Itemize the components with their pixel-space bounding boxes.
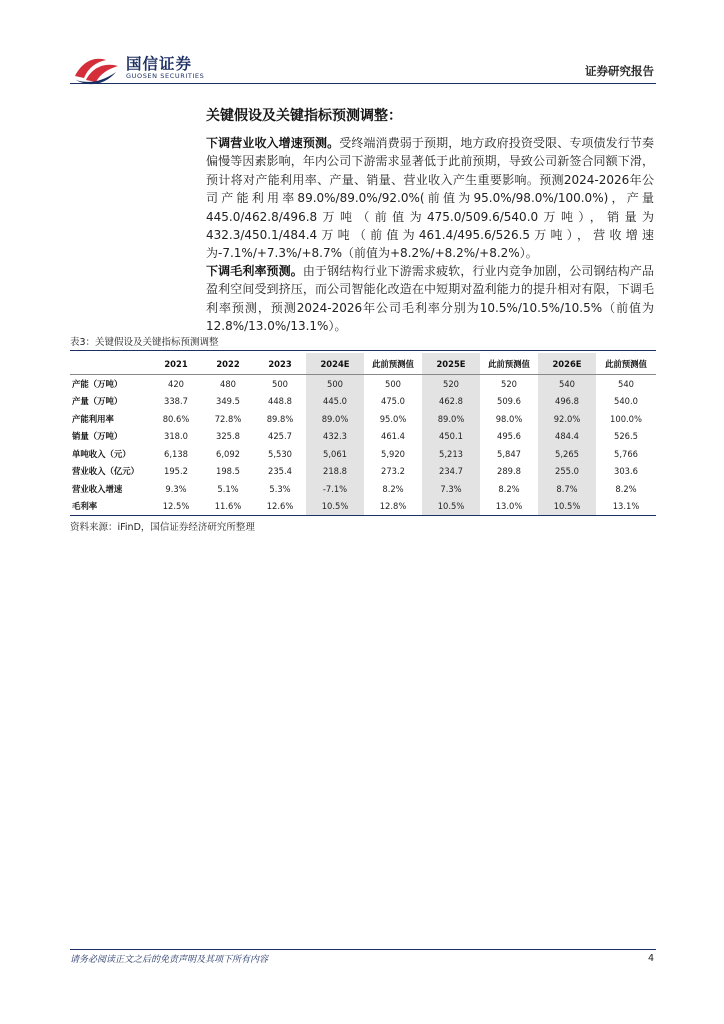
- table-cell: -7.1%: [306, 480, 364, 498]
- table-cell: 520: [501, 378, 517, 389]
- table-cell: 5,530: [268, 448, 292, 459]
- report-type-label: 证券研究报告: [585, 64, 654, 78]
- table-cell: 9.3%: [165, 483, 187, 494]
- table-cell: 13.0%: [495, 501, 523, 512]
- table-cell: 198.5: [216, 466, 240, 477]
- table-cell: 540: [618, 378, 634, 389]
- table-cell: 72.8%: [214, 413, 242, 424]
- table-cell: 5,920: [381, 448, 405, 459]
- table-cell: 8.7%: [538, 480, 596, 498]
- table-cell: 100.0%: [610, 413, 642, 424]
- forecast-table: [70, 353, 656, 516]
- row-label: 产能利用率: [72, 413, 114, 424]
- table-cell: 5.1%: [217, 483, 239, 494]
- paragraph-body: 由于钢结构行业下游需求疲软，行业内竞争加剧，公司钢结构产品盈利空间受到挤压，而公司智能化改造在中短期对盈利能力的提升相对有限，下调毛利率预测，预测2024-2026年公司毛利率分别为10.5%/10.5%/10.5%（前值为12.8%/13.0%/13.1%）。: [206, 264, 654, 334]
- table-row: [70, 410, 656, 428]
- column-header: 此前预测值: [605, 358, 647, 369]
- paragraph-lead: 下调营业收入增速预测。: [206, 136, 340, 150]
- row-label: 营业收入增速: [72, 483, 123, 494]
- table-cell: 89.8%: [266, 413, 294, 424]
- row-label: 单吨收入（元）: [72, 448, 131, 459]
- table-cell: 6,092: [216, 448, 240, 459]
- table-cell: 12.8%: [379, 501, 407, 512]
- table-cell: 10.5%: [538, 498, 596, 516]
- paragraph-body: 受终端消费弱于预期，地方政府投资受限、专项债发行节奏偏慢等因素影响，年内公司下游需求显著低于此前预期，导致公司新签合同额下滑，预计将对产能利用率、产量、销量、营业收入产生重要影响。预测2024-2026年公司产能利用率89.0%/89.0%/92.0%(前值为95.0%/98.0%/100.0%)，产量445.0/462.8/496.8万吨（前值为475.0/509.6/540.0万吨），销量为432.3/450.1/484.4万吨（前值为461.4/495.6/526.5万吨），营收增速为-7.1%/+7.3%/+8.7%（前值为+8.2%/+8.2%/+8.2%）。: [206, 136, 654, 261]
- table-cell: 95.0%: [379, 413, 407, 424]
- table-cell: 235.4: [268, 466, 292, 477]
- paragraph-lead: 下调毛利率预测。: [206, 264, 303, 278]
- table-cell: 5.3%: [269, 483, 291, 494]
- row-label: 产能（万吨）: [72, 378, 123, 389]
- table-row: [70, 428, 656, 446]
- page-number: 4: [647, 953, 654, 964]
- table-row: [70, 463, 656, 481]
- table-cell: 234.7: [422, 463, 480, 481]
- table-cell: 432.3: [306, 428, 364, 446]
- table-cell: 10.5%: [422, 498, 480, 516]
- table-cell: 495.6: [497, 431, 521, 442]
- table-header-row: [70, 353, 656, 375]
- table-cell: 5,213: [422, 445, 480, 463]
- row-label: 营业收入（亿元）: [72, 466, 139, 477]
- column-header: 此前预测值: [488, 358, 530, 369]
- page-header: [0, 0, 724, 90]
- table-cell: 98.0%: [495, 413, 523, 424]
- table-cell: 80.6%: [162, 413, 190, 424]
- table-cell: 500: [272, 378, 288, 389]
- table-cell: 289.8: [497, 466, 521, 477]
- table-cell: 462.8: [422, 393, 480, 411]
- table-row: [70, 393, 656, 411]
- table-cell: 425.7: [268, 431, 292, 442]
- guosen-logo-icon: [72, 50, 122, 86]
- table-cell: 303.6: [614, 466, 638, 477]
- table-top-rule: [70, 350, 656, 351]
- table-cell: 89.0%: [306, 410, 364, 428]
- header-divider: [70, 83, 656, 84]
- table-cell: 461.4: [381, 431, 405, 442]
- column-header: 2024E: [306, 353, 364, 375]
- table-cell: 496.8: [538, 393, 596, 411]
- table-source: 资料来源：iFinD，国信证券经济研究所整理: [70, 522, 255, 533]
- column-header: 2023: [268, 358, 292, 369]
- table-cell: 11.6%: [214, 501, 242, 512]
- table-cell: 349.5: [216, 396, 240, 407]
- table-cell: 10.5%: [306, 498, 364, 516]
- table-cell: 540.0: [614, 396, 638, 407]
- row-label: 产量（万吨）: [72, 396, 123, 407]
- table-cell: 5,766: [614, 448, 638, 459]
- column-header: 此前预测值: [372, 358, 414, 369]
- column-header: 2021: [164, 358, 188, 369]
- table-cell: 420: [168, 378, 184, 389]
- table-cell: 273.2: [381, 466, 405, 477]
- column-header: 2022: [216, 358, 240, 369]
- table-cell: 318.0: [164, 431, 188, 442]
- footer-divider: [70, 949, 656, 950]
- table-cell: 480: [220, 378, 236, 389]
- table-row: [70, 480, 656, 498]
- table-cell: 500: [306, 375, 364, 393]
- table-cell: 89.0%: [422, 410, 480, 428]
- row-label: 销量（万吨）: [72, 431, 123, 442]
- table-cell: 12.6%: [266, 501, 294, 512]
- table-cell: 255.0: [538, 463, 596, 481]
- table-cell: 5,265: [538, 445, 596, 463]
- table-cell: 509.6: [497, 396, 521, 407]
- table-cell: 12.5%: [162, 501, 190, 512]
- table-cell: 5,061: [306, 445, 364, 463]
- column-header: 2025E: [422, 353, 480, 375]
- table-cell: 8.2%: [498, 483, 520, 494]
- table-cell: 218.8: [306, 463, 364, 481]
- table-cell: 338.7: [164, 396, 188, 407]
- table-row: [70, 445, 656, 463]
- table-cell: 445.0: [306, 393, 364, 411]
- table-cell: 484.4: [538, 428, 596, 446]
- table-cell: 475.0: [381, 396, 405, 407]
- table-cell: 500: [385, 378, 401, 389]
- table-cell: 13.1%: [612, 501, 640, 512]
- table-row: [70, 375, 656, 393]
- table-cell: 520: [422, 375, 480, 393]
- paragraph-margin: [206, 262, 654, 336]
- paragraph-revenue: [206, 134, 654, 263]
- table-cell: 325.8: [216, 431, 240, 442]
- table-cell: 8.2%: [615, 483, 637, 494]
- column-header: [70, 353, 150, 375]
- table-cell: 540: [538, 375, 596, 393]
- table-row: [70, 498, 656, 516]
- footer-disclaimer: 请务必阅读正文之后的免责声明及其项下所有内容: [70, 955, 269, 965]
- column-header: 2026E: [538, 353, 596, 375]
- table-cell: 526.5: [614, 431, 638, 442]
- table-caption: 表3：关键假设及关键指标预测调整: [70, 337, 219, 348]
- section-title: 关键假设及关键指标预测调整：: [206, 108, 402, 124]
- table-cell: 195.2: [164, 466, 188, 477]
- table-cell: 5,847: [497, 448, 521, 459]
- table-cell: 448.8: [268, 396, 292, 407]
- table-cell: 6,138: [164, 448, 188, 459]
- table-cell: 7.3%: [422, 480, 480, 498]
- row-label: 毛利率: [72, 501, 98, 512]
- table-cell: 92.0%: [538, 410, 596, 428]
- brand-name-en: GUOSEN SECURITIES: [126, 72, 205, 80]
- brand-name-cn: 国信证券: [126, 55, 193, 73]
- table-cell: 450.1: [422, 428, 480, 446]
- table-cell: 8.2%: [382, 483, 404, 494]
